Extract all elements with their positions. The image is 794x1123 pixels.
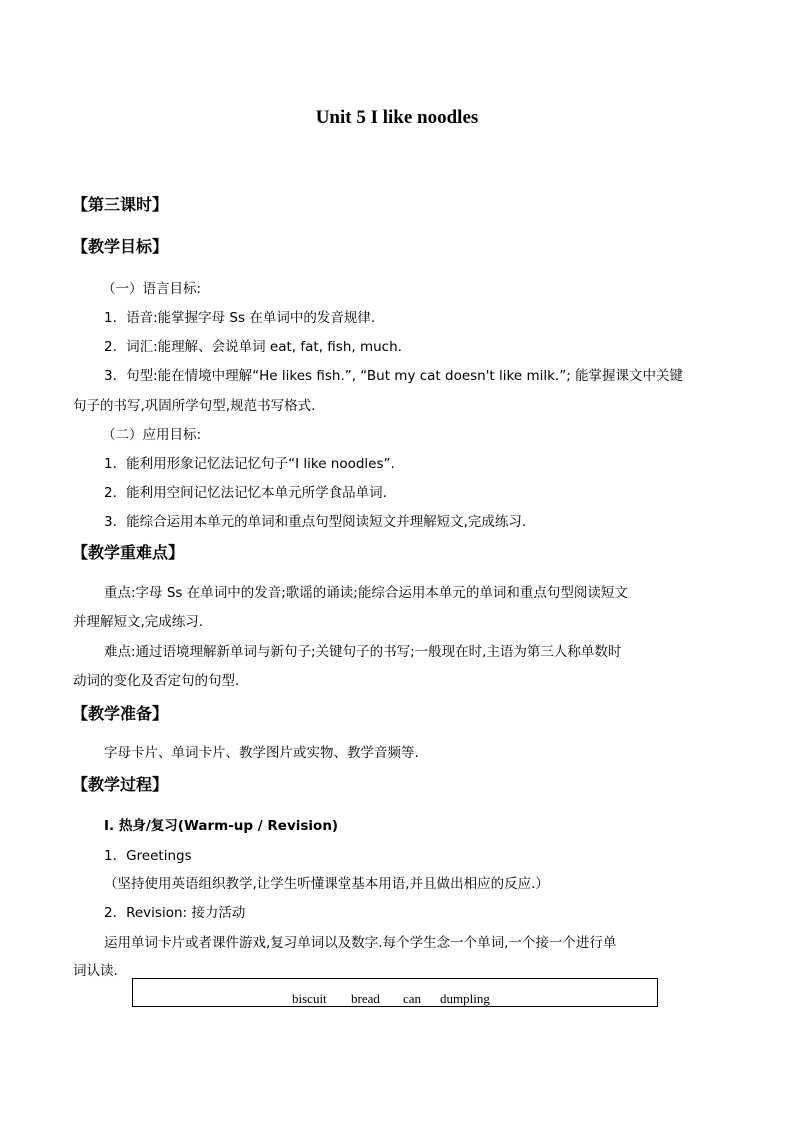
preparation-heading: 【教学准备】 (72, 704, 169, 723)
objectives-line: 3．句型:能在情境中理解“He likes fish.”, “But my cat doesn't like milk.”; 能掌握课文中关键 (104, 368, 684, 384)
word-item: biscuit (292, 991, 327, 1006)
objectives-line: 2．能利用空间记忆法记忆本单元所学食品单词. (104, 485, 387, 501)
word-item: dumpling (440, 991, 490, 1006)
process-heading: 【教学过程】 (72, 775, 169, 794)
word-box (132, 978, 658, 1007)
objectives-line: （二）应用目标: (102, 427, 202, 443)
objectives-line: 句子的书写,巩固所学句型,规范书写格式. (73, 398, 316, 414)
word-item: can (403, 991, 422, 1006)
process-line: 运用单词卡片或者课件游戏,复习单词以及数字.每个学生念一个单词,一个接一个进行单 (104, 935, 617, 951)
process-line: 2．Revision: 接力活动 (104, 905, 246, 921)
process-line: （坚持使用英语组织教学,让学生听懂课堂基本用语,并且做出相应的反应.） (104, 876, 549, 892)
objectives-line: 1．能利用形象记忆法记忆句子“I like noodles”. (104, 456, 395, 472)
key-points-line: 并理解短文,完成练习. (73, 614, 204, 630)
objectives-line: 2．词汇:能理解、会说单词 eat, fat, fish, much. (104, 339, 402, 355)
lesson-label: 【第三课时】 (72, 195, 169, 214)
preparation-line: 字母卡片、单词卡片、教学图片或实物、教学音频等. (104, 745, 419, 761)
objectives-line: 1．语音:能掌握字母 Ss 在单词中的发音规律. (104, 310, 376, 326)
key-points-heading: 【教学重难点】 (72, 543, 185, 562)
process-line: 1．Greetings (104, 848, 192, 864)
objectives-line: （一）语言目标: (102, 281, 202, 297)
document-title: Unit 5 I like noodles (315, 107, 479, 128)
objectives-line: 3．能综合运用本单元的单词和重点句型阅读短文并理解短文,完成练习. (104, 514, 527, 530)
key-points-line: 动词的变化及否定句的句型. (73, 673, 240, 689)
process-subheading: I. 热身/复习(Warm-up / Revision) (104, 818, 339, 834)
word-item: bread (351, 991, 380, 1006)
process-line: 词认读. (73, 963, 118, 979)
objectives-heading: 【教学目标】 (72, 237, 169, 256)
key-points-line: 重点:字母 Ss 在单词中的发音;歌谣的诵读;能综合运用本单元的单词和重点句型阅读短文 (104, 585, 628, 601)
key-points-line: 难点:通过语境理解新单词与新句子;关键句子的书写;一般现在时,主语为第三人称单数时 (104, 644, 622, 660)
